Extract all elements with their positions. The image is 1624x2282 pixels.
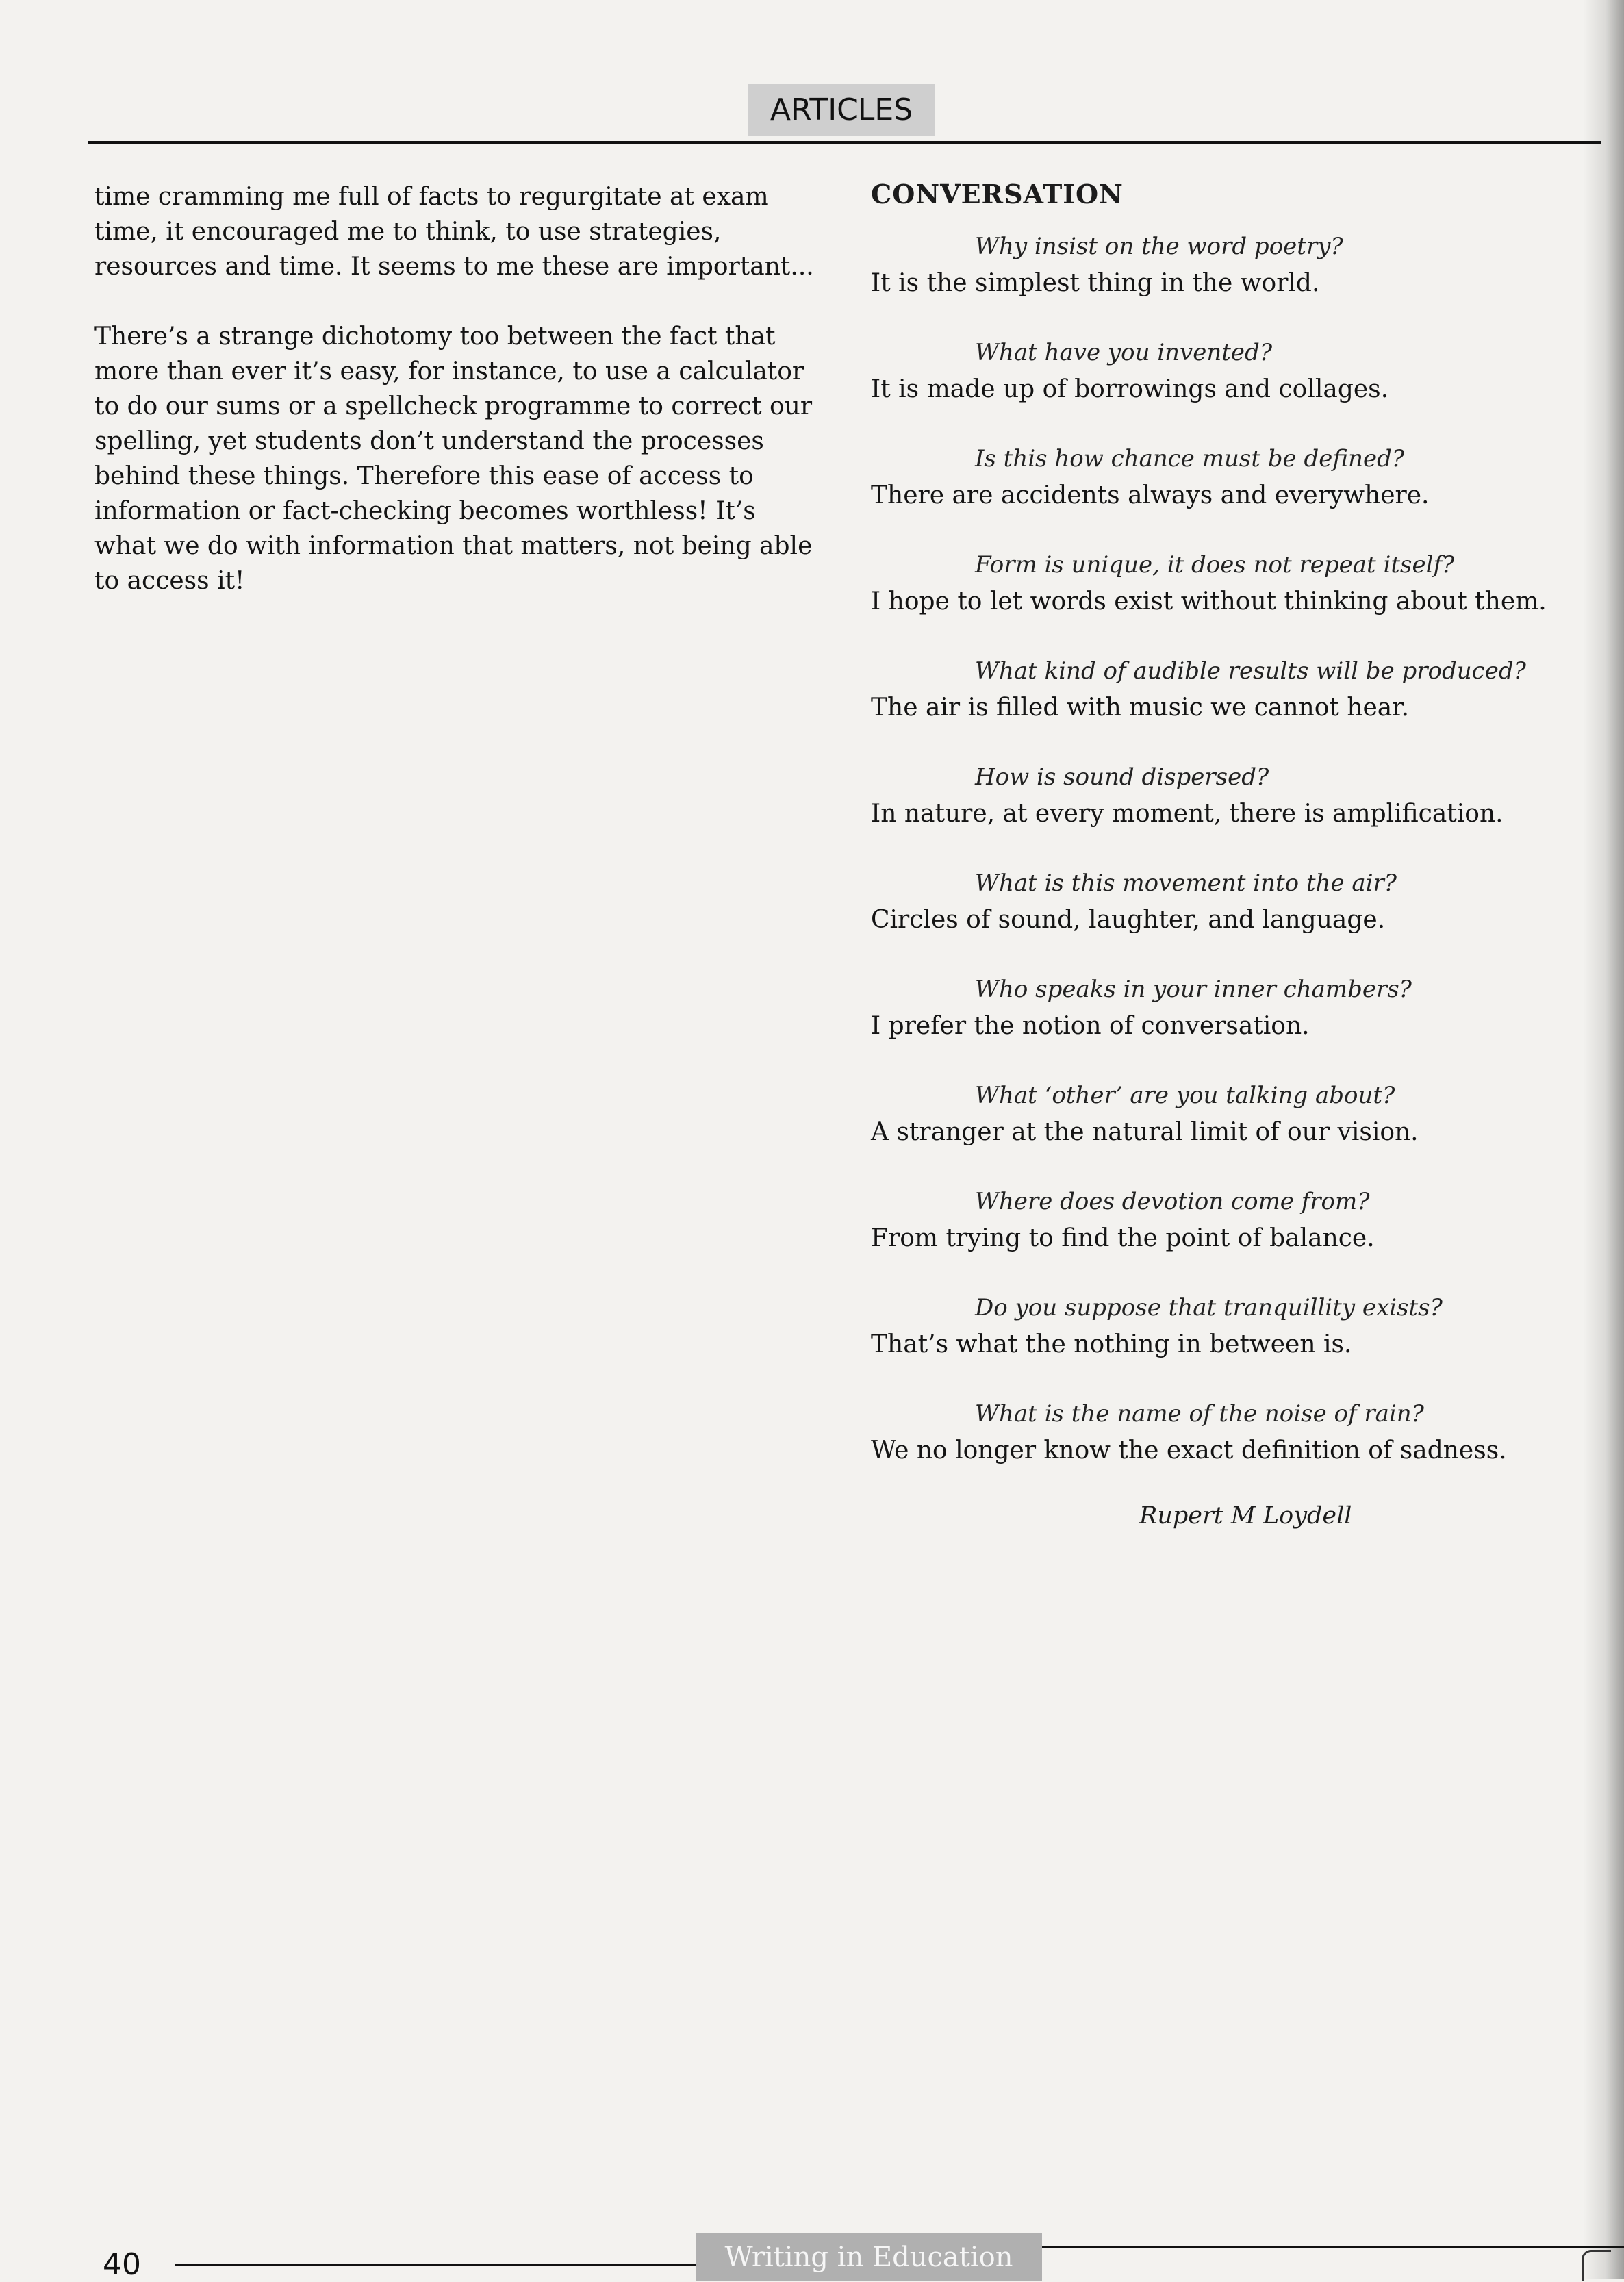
poem-question: Where does devotion come from?	[975, 1188, 1370, 1215]
poem-answer: A stranger at the natural limit of our vision.	[871, 1118, 1419, 1146]
poem-column	[871, 174, 1562, 1530]
poem-stanza	[871, 865, 1562, 939]
page-edge-shadow	[1583, 0, 1624, 2279]
poem-stanza	[871, 1290, 1562, 1364]
poem-stanza	[871, 229, 1562, 303]
poem-stanza	[871, 547, 1562, 621]
page-corner-mark	[1582, 2250, 1611, 2281]
poem-answer: That’s what the nothing in between is.	[871, 1330, 1352, 1358]
article-text-column	[94, 179, 820, 598]
page-number: 40	[103, 2247, 141, 2282]
poem-answer: There are accidents always and everywhere.	[871, 481, 1430, 509]
poem-question: How is sound dispersed?	[975, 763, 1269, 791]
poem-stanza	[871, 759, 1562, 833]
poem-stanza	[871, 441, 1562, 515]
poem-answer: Circles of sound, laughter, and language.	[871, 906, 1386, 934]
article-paragraph: time cramming me full of facts to regurgitate at exam time, it encouraged me to think, to use strategies, resources and time. It seems to me these are important...	[94, 183, 814, 281]
section-header-label: ARTICLES	[748, 84, 935, 136]
poem-question: Is this how chance must be defined?	[975, 445, 1405, 472]
poem-question: Why insist on the word poetry?	[975, 233, 1343, 260]
poem-title: CONVERSATION	[871, 179, 1124, 210]
poem-answer: We no longer know the exact definition of sadness.	[871, 1436, 1507, 1465]
publication-title: Writing in Education	[696, 2233, 1042, 2281]
poem-answer: It is the simplest thing in the world.	[871, 269, 1320, 297]
poem-author: Rupert M Loydell	[1139, 1502, 1352, 1530]
poem-question: Form is unique, it does not repeat itself?	[975, 551, 1455, 579]
poem-stanza	[871, 653, 1562, 727]
poem-question: What ‘other’ are you talking about?	[975, 1082, 1395, 1109]
poem-answer: In nature, at every moment, there is amplification.	[871, 800, 1504, 828]
poem-question: Do you suppose that tranquillity exists?	[975, 1294, 1443, 1321]
poem-stanza	[871, 335, 1562, 409]
poem-question: What is the name of the noise of rain?	[975, 1400, 1424, 1428]
poem-question: What is this movement into the air?	[975, 870, 1397, 897]
poem-stanza	[871, 1184, 1562, 1258]
footer-rule	[1042, 2246, 1624, 2248]
poem-question: What kind of audible results will be produced?	[975, 657, 1526, 685]
poem-answer: The air is filled with music we cannot hear.	[871, 694, 1409, 722]
header-rule	[88, 141, 1601, 144]
poem-stanza	[871, 1396, 1562, 1470]
poem-stanza	[871, 972, 1562, 1045]
article-paragraph: There’s a strange dichotomy too between the fact that more than ever it’s easy, for instance, to use a calculator to do our sums or a spellcheck programme to correct our spelling, yet students don’t understand the processes behind these things. Therefore this ease of access to information or fact-checking becomes worthless! It’s what we do with information that matters, not being able to access it!	[94, 322, 813, 595]
poem-answer: I prefer the notion of conversation.	[871, 1012, 1310, 1040]
poem-question: Who speaks in your inner chambers?	[975, 976, 1412, 1003]
poem-answer: I hope to let words exist without thinking about them.	[871, 587, 1547, 616]
poem-stanza	[871, 1078, 1562, 1152]
poem-question: What have you invented?	[975, 339, 1273, 366]
poem-answer: From trying to find the point of balance.	[871, 1224, 1375, 1252]
poem-answer: It is made up of borrowings and collages.	[871, 375, 1389, 403]
footer-rule	[175, 2264, 696, 2266]
